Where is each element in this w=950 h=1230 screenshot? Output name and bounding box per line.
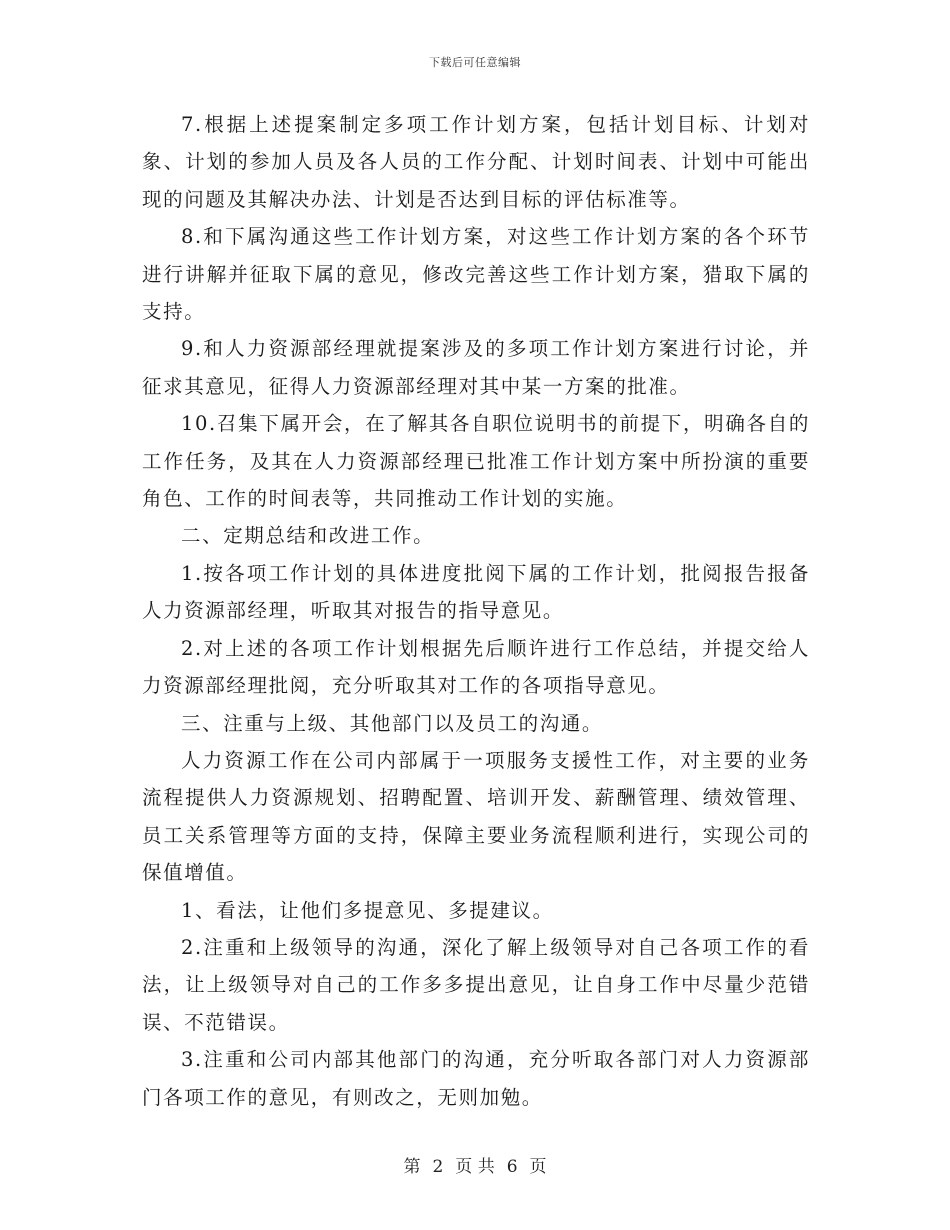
total-page-count: 6	[506, 1157, 518, 1177]
paragraph-section3-item-1: 1、看法，让他们多提意见、多提建议。	[181, 898, 554, 922]
paragraph-item-10: 10.召集下属开会，在了解其各自职位说明书的前提下，明确各自的工作任务，及其在人力资源部经理已批准工作计划方案中所扮演的重要角色、工作的时间表等，共同推动工作计划的实施。	[142, 412, 810, 511]
paragraph-section2-item-1: 1.按各项工作计划的具体进度批阅下属的工作计划，批阅报告报备人力资源部经理，听取其对报告的指导意见。	[142, 561, 810, 623]
paragraph-section2-item-2: 2.对上述的各项工作计划根据先后顺许进行工作总结，并提交给人力资源部经理批阅，充分听取其对工作的各项指导意见。	[142, 636, 810, 698]
paragraph-item-9: 9.和人力资源部经理就提案涉及的多项工作计划方案进行讨论，并征求其意见，征得人力资源部经理对其中某一方案的批准。	[142, 337, 810, 398]
current-page-number: 2	[432, 1157, 444, 1177]
paragraph-item-7: 7.根据上述提案制定多项工作计划方案，包括计划目标、计划对象、计划的参加人员及各人员的工作分配、计划时间表、计划中可能出现的问题及其解决办法、计划是否达到目标的评估标准等。	[142, 113, 810, 211]
section-heading-3: 三、注重与上级、其他部门以及员工的沟通。	[181, 711, 604, 735]
paragraph-section3-intro: 人力资源工作在公司内部属于一项服务支援性工作，对主要的业务流程提供人力资源规划、招聘配置、培训开发、薪酬管理、绩效管理、员工关系管理等方面的支持，保障主要业务流程顺利进行，实现公司的保值增值。	[142, 748, 810, 885]
footer-suffix: 页	[529, 1157, 547, 1177]
section-heading-2: 二、定期总结和改进工作。	[181, 524, 435, 548]
page-header: 下载后可任意编辑	[429, 56, 521, 69]
footer-middle: 页 共	[455, 1157, 495, 1177]
document-body	[142, 106, 810, 1116]
footer-prefix: 第	[403, 1157, 421, 1177]
page-footer	[0, 1152, 950, 1177]
paragraph-item-8: 8.和下属沟通这些工作计划方案，对这些工作计划方案的各个环节进行讲解并征取下属的意见，修改完善这些工作计划方案，猎取下属的支持。	[142, 225, 810, 324]
paragraph-section3-item-3: 3.注重和公司内部其他部门的沟通，充分听取各部门对人力资源部门各项工作的意见，有则改之，无则加勉。	[142, 1048, 810, 1109]
paragraph-section3-item-2: 2.注重和上级领导的沟通，深化了解上级领导对自己各项工作的看法，让上级领导对自己的工作多多提出意见，让自身工作中尽量少范错误、不范错误。	[142, 935, 810, 1034]
